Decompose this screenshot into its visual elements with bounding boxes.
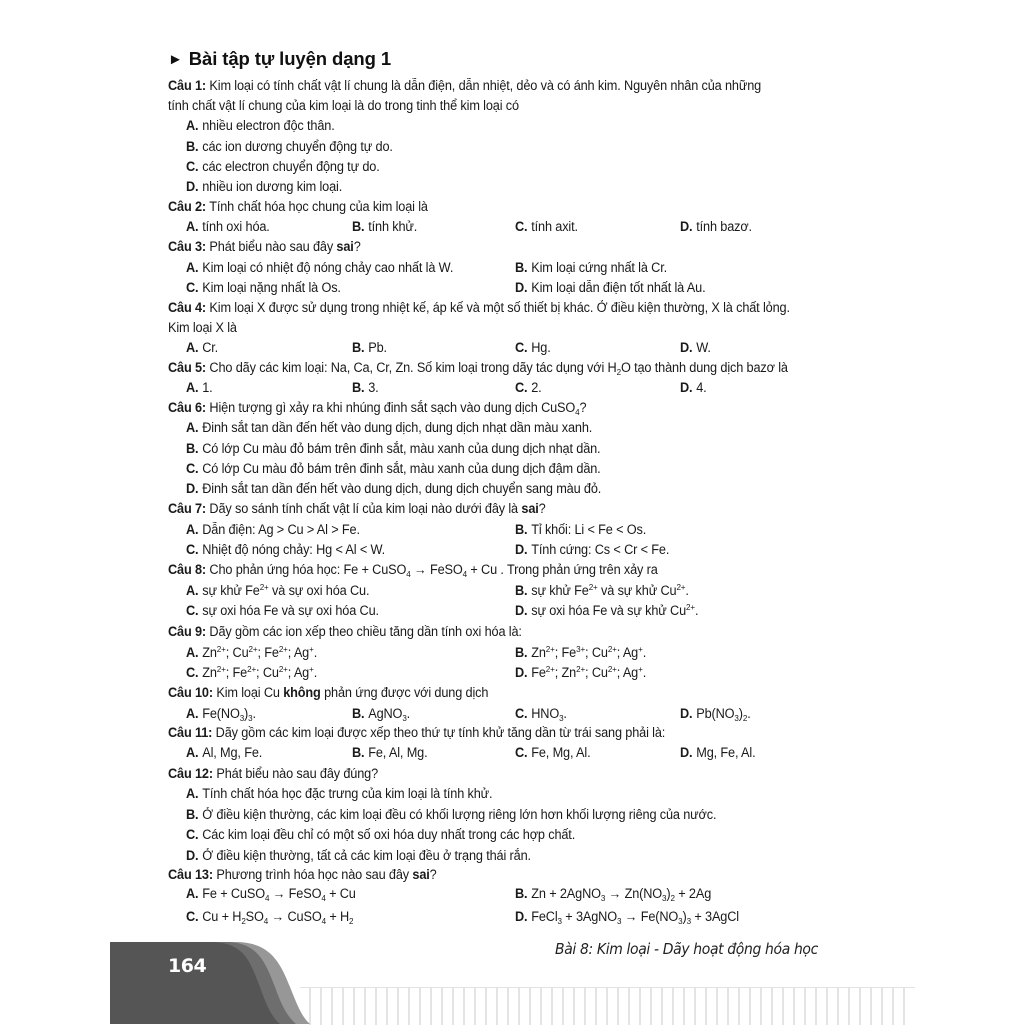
option-2a: A. tính oxi hóa.: [186, 219, 270, 234]
option-5a: A. 1.: [186, 380, 213, 395]
question-1-cont: [168, 96, 519, 116]
option-4c: C. Hg.: [515, 340, 551, 355]
option-4a: A. Cr.: [186, 340, 219, 355]
question-10: Câu 10: Kim loại Cu không phản ứng được với dung dịch: [168, 685, 489, 700]
question-2: Câu 2: Tính chất hóa học chung của kim loại là: [168, 199, 428, 214]
question-6: Câu 6: Hiện tượng gì xảy ra khi nhúng đinh sắt sạch vào dung dịch CuSO$_4$?: [168, 400, 587, 417]
option-11c: C. Fe, Mg, Al.: [515, 745, 591, 760]
option-10b: B. AgNO$_3$.: [352, 706, 411, 723]
question-4: Câu 4: Kim loại X được sử dụng trong nhiệt kế, áp kế và một số thiết bị khác. Ở điều kiện thường, X là chất lỏng.: [168, 300, 790, 315]
question-text: Kim loại có tính chất vật lí chung là dẫn điện, dẫn nhiệt, dẻo và có ánh kim. Nguyên nhân của những: [209, 78, 762, 93]
option-6c: C. Có lớp Cu màu đỏ bám trên đinh sắt, màu xanh của dung dịch đậm dần.: [186, 461, 601, 476]
option-4b: B. Pb.: [352, 340, 387, 355]
option-1a: A. nhiều electron độc thân.: [186, 118, 335, 133]
option-12b: B. Ở điều kiện thường, các kim loại đều có khối lượng riêng lớn hơn khối lượng riêng của nước.: [186, 807, 717, 822]
question-13: Câu 13: Phương trình hóa học nào sau đây sai?: [168, 867, 437, 882]
question-12: Câu 12: Phát biểu nào sau đây đúng?: [168, 766, 379, 781]
option-11a: A. Al, Mg, Fe.: [186, 745, 263, 760]
question-text: tính chất vật lí chung của kim loại là do trong tinh thể kim loại có: [168, 98, 519, 113]
footer-stripes: [300, 987, 905, 1025]
question-1: [168, 76, 761, 96]
page-tab-shape: [110, 942, 310, 1024]
question-5: Câu 5: Cho dãy các kim loại: Na, Ca, Cr, Zn. Số kim loại trong dãy tác dụng với $H_2O$ tạo thành dung dịch bazơ là: [168, 360, 788, 377]
option-7c: C. Nhiệt độ nóng chảy: Hg < Al < W.: [186, 542, 386, 557]
option-12a: A. Tính chất hóa học đặc trưng của kim loại là tính khử.: [186, 786, 493, 801]
right-triangle-icon: ►: [168, 51, 183, 68]
option-11b: B. Fe, Al, Mg.: [352, 745, 428, 760]
option-8c: C. sự oxi hóa Fe và sự oxi hóa Cu.: [186, 603, 379, 618]
option-13d: D. FeCl$_3$ + 3AgNO$_3$ → $Fe(NO_3)_3$ + 3AgCl: [515, 909, 739, 926]
option-12c: C. Các kim loại đều chỉ có một số oxi hóa duy nhất trong các hợp chất.: [186, 827, 576, 842]
option-5c: C. 2.: [515, 380, 542, 395]
option-7a: A. Dẫn điện: Ag > Cu > Al > Fe.: [186, 522, 360, 537]
question-7: Câu 7: Dãy so sánh tính chất vật lí của kim loại nào dưới đây là sai?: [168, 501, 546, 516]
option-9c: C. $Zn^{2+}$; $Fe^{2+}$; $Cu^{2+}$; Ag+.: [186, 664, 318, 680]
option-8a: A. sự khử $Fe^{2+}$ và sự oxi hóa Cu.: [186, 582, 370, 598]
option-4d: D. W.: [680, 340, 711, 355]
option-1c: C. các electron chuyển động tự do.: [186, 159, 380, 174]
option-12d: D. Ở điều kiện thường, tất cả các kim loại đều ở trạng thái rắn.: [186, 848, 531, 863]
question-9: Câu 9: Dãy gồm các ion xếp theo chiều tăng dần tính oxi hóa là:: [168, 624, 522, 639]
question-label: Câu 1:: [168, 78, 207, 93]
option-9a: A. $Zn^{2+}$; $Cu^{2+}$; $Fe^{2+}$; Ag+.: [186, 644, 318, 660]
option-3b: B. Kim loại cứng nhất là Cr.: [515, 260, 667, 275]
question-3: Câu 3: Phát biểu nào sau đây sai?: [168, 239, 361, 254]
option-2c: C. tính axit.: [515, 219, 578, 234]
option-3d: D. Kim loại dẫn điện tốt nhất là Au.: [515, 280, 706, 295]
option-10c: C. $HNO_3$.: [515, 706, 567, 723]
option-6b: B. Có lớp Cu màu đỏ bám trên đinh sắt, màu xanh của dung dịch nhạt dần.: [186, 441, 601, 456]
option-11d: D. Mg, Fe, Al.: [680, 745, 756, 760]
option-5d: D. 4.: [680, 380, 707, 395]
option-9d: D. $Fe^{2+}$; $Zn^{2+}$; $Cu^{2+}$; Ag+.: [515, 664, 647, 680]
option-8d: D. sự oxi hóa Fe và sự khử $Cu^{2+}$.: [515, 602, 699, 618]
option-5b: B. 3.: [352, 380, 379, 395]
option-9b: B. $Zn^{2+}$; $Fe^{3+}$; $Cu^{2+}$; Ag+.: [515, 644, 647, 660]
option-1b: B. các ion dương chuyển động tự do.: [186, 139, 393, 154]
section-title: Bài tập tự luyện dạng 1: [188, 48, 392, 69]
option-6d: D. Đinh sắt tan dần đến hết vào dung dịch, dung dịch chuyển sang màu đỏ.: [186, 481, 602, 496]
section-heading: [168, 48, 391, 70]
option-1d: D. nhiều ion dương kim loại.: [186, 179, 343, 194]
option-3c: C. Kim loại nặng nhất là Os.: [186, 280, 341, 295]
question-4-cont: Kim loại X là: [168, 320, 237, 335]
option-7d: D. Tính cứng: Cs < Cr < Fe.: [515, 542, 670, 557]
option-13b: B. Zn + 2AgNO$_3$ → $Zn(NO_3)_2 + 2Ag$: [515, 886, 712, 903]
option-10a: A. $Fe(NO_3)_3$.: [186, 706, 256, 723]
option-13c: C. $Cu + H_2SO_4$ → CuSO$_4$ + $H_2$: [186, 909, 354, 926]
question-8: Câu 8: Cho phản ứng hóa học: Fe + CuSO$_4$ → FeSO$_4$ + Cu . Trong phản ứng trên xảy ra: [168, 562, 658, 579]
option-10d: D. $Pb(NO_3)_2$.: [680, 706, 751, 723]
option-8b: B. sự khử $Fe^{2+}$ và sự khử $Cu^{2+}$.: [515, 582, 689, 598]
lesson-title: Bài 8: Kim loại - Dãy hoạt động hóa học: [555, 940, 818, 958]
option-2b: B. tính khử.: [352, 219, 418, 234]
footer-divider: [300, 987, 915, 988]
option-3a: A. Kim loại có nhiệt độ nóng chảy cao nhất là W.: [186, 260, 454, 275]
option-13a: A. Fe + CuSO$_4$ → FeSO$_4$ + Cu: [186, 886, 356, 903]
question-11: Câu 11: Dãy gồm các kim loại được xếp theo thứ tự tính khử tăng dần từ trái sang phải là:: [168, 725, 666, 740]
page-number: 164: [168, 955, 207, 977]
option-2d: D. tính bazơ.: [680, 219, 752, 234]
option-7b: B. Tỉ khối: Li < Fe < Os.: [515, 522, 647, 537]
option-6a: A. Đinh sắt tan dần đến hết vào dung dịch, dung dịch nhạt dần màu xanh.: [186, 420, 593, 435]
